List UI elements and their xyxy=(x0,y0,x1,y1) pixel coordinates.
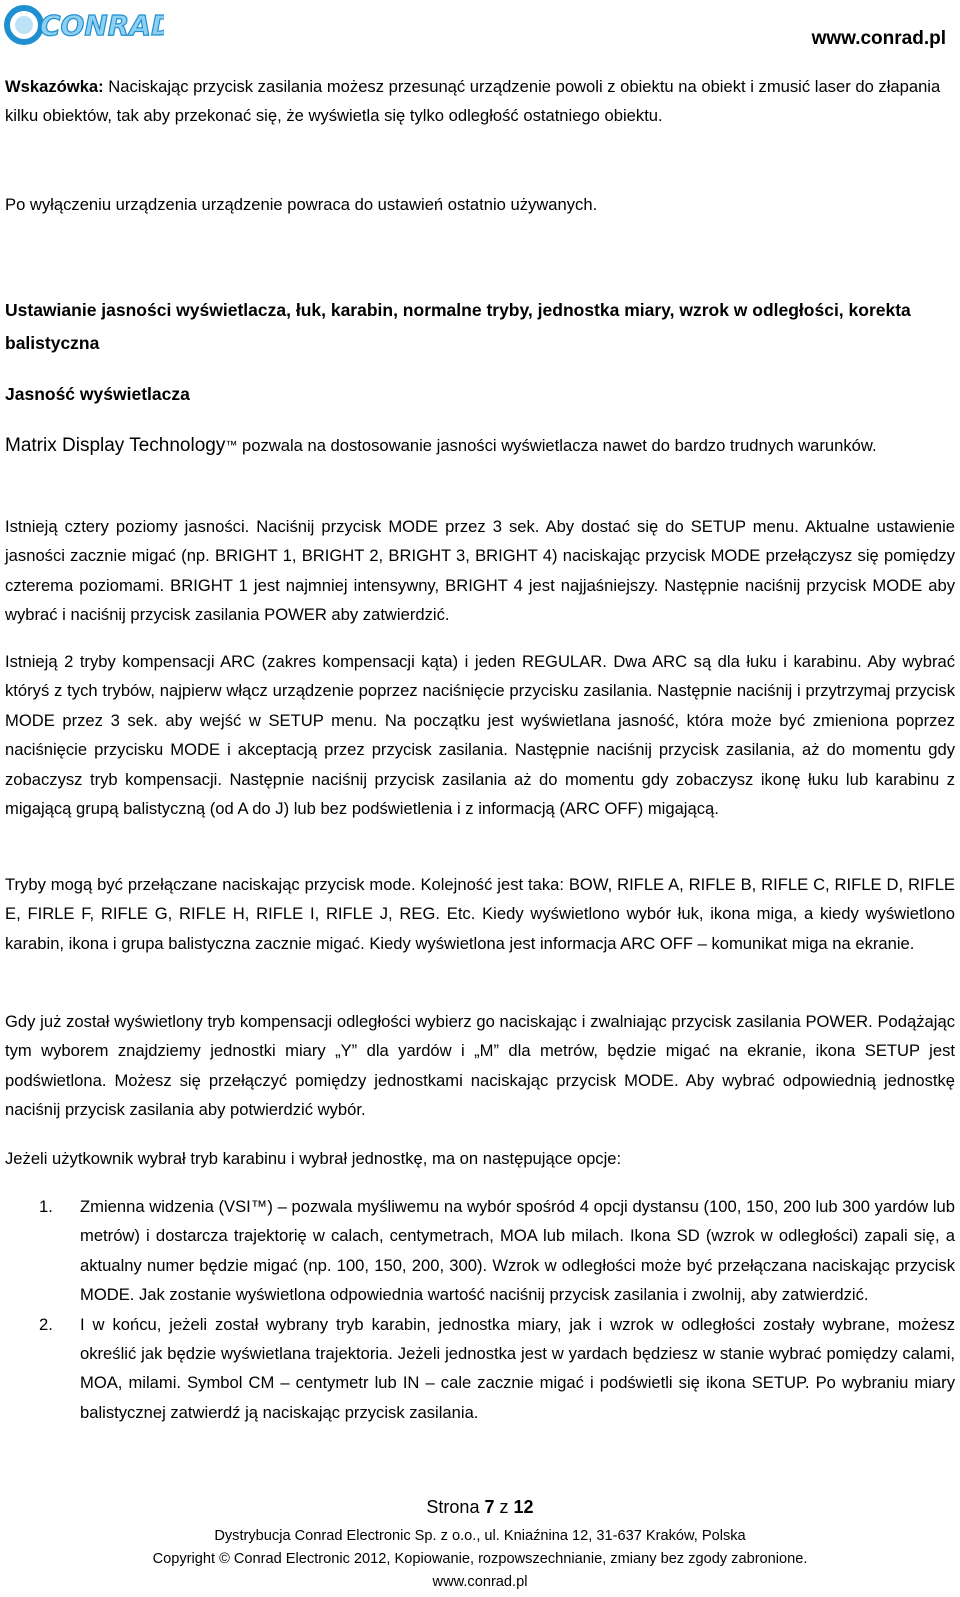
page-current: 7 xyxy=(484,1497,495,1517)
options-intro-paragraph xyxy=(5,1144,955,1173)
section-heading-block xyxy=(5,294,955,360)
footer-distribution: Dystrybucja Conrad Electronic Sp. z o.o., ul. Kniaźnina 12, 31-637 Kraków, Polska xyxy=(214,1528,746,1544)
list-item-number: 1. xyxy=(39,1197,53,1216)
options-intro-text: Jeżeli użytkownik wybrał tryb karabinu i wybrał jednostkę, ma on następujące opcje: xyxy=(5,1149,622,1168)
after-off-paragraph xyxy=(5,190,955,219)
footer-url[interactable]: www.conrad.pl xyxy=(432,1574,528,1590)
tip-text: Naciskając przycisk zasilania możesz przesunąć urządzenie powoli z obiektu na obiekt i zmusić laser do złapania kilku obiektów, tak aby przekonać się, że wyświetla się tylko odległość ostatniego obiektu. xyxy=(5,77,941,126)
list-item-number: 2. xyxy=(39,1314,53,1334)
list-item xyxy=(5,1310,955,1428)
subheading-brightness: Jasność wyświetlacza xyxy=(5,384,190,404)
page-separator: z xyxy=(499,1497,509,1517)
page-total: 12 xyxy=(513,1497,534,1517)
footer-copyright: Copyright © Conrad Electronic 2012, Kopiowanie, rozpowszechnianie, zmiany bez zgody zabronione. xyxy=(152,1551,808,1567)
subheading-block xyxy=(5,378,955,411)
modes-text: Tryby mogą być przełączane naciskając przycisk mode. Kolejność jest taka: BOW, RIFLE A, RIFLE B, RIFLE C, RIFLE D, RIFLE E, FIRLE F, RIFLE G, RIFLE H, RIFLE I, RIFLE J, REG. Etc. Kiedy wyświetlono wybór łuk, ikona miga, a kiedy wyświetlono karabin, ikona i grupa balistyczna zacznie migać. Kiedy wyświetlona jest informacja ARC OFF – komunikat miga na ekranie. xyxy=(5,875,955,953)
brightness-text: Istnieją cztery poziomy jasności. Naciśnij przycisk MODE przez 3 sek. Aby dostać się do SETUP menu. Aktualne ustawienie jasności zacznie migać (np. BRIGHT 1, BRIGHT 2, BRIGHT 3, BRIGHT 4) naciskając przycisk MODE przełączysz się pomiędzy czterema poziomami. BRIGHT 1 jest najmniej intensywny, BRIGHT 4 jest najjaśniejszy. Następnie naciśnij przycisk MODE aby wybrać i naciśnij przycisk zasilania POWER aby zatwierdzić. xyxy=(5,517,955,625)
tip-label: Wskazówka: xyxy=(5,77,104,96)
site-url[interactable]: www.conrad.pl xyxy=(811,28,946,49)
matrix-name: Matrix Display Technology xyxy=(5,435,226,456)
matrix-text: pozwala na dostosowanie jasności wyświetlacza nawet do bardzo trudnych warunków. xyxy=(241,436,877,455)
tip-paragraph xyxy=(5,72,955,131)
units-text: Gdy już został wyświetlony tryb kompensacji odległości wybierz go naciskając i zwalniając przycisk zasilania POWER. Podążając tym wyborem znajdziemy jednostki miary „Y” dla yardów i „M” dla metrów, będzie migać na ekranie, ikona SETUP jest podświetlona. Możesz się przełączyć pomiędzy jednostkami naciskając przycisk MODE. Aby wybrać odpowiednią jednostkę naciśnij przycisk zasilania aby potwierdzić wybór. xyxy=(5,1012,955,1120)
logo-text: CONRAD xyxy=(40,9,164,42)
trademark-symbol: ™ xyxy=(225,438,238,452)
list-item-text: Zmienna widzenia (VSI™) – pozwala myśliwemu na wybór spośród 4 opcji dystansu (100, 150, 200 lub 300 yardów lub metrów) i dostarcza trajektorię w calach, centymetrach, MOA lub milach. Ikona SD (wzrok w odległości) zapali się, a aktualny numer będzie migać (np. 100, 150, 200, 300). Wzrok w odległości może być przełączana naciskając przycisk MODE. Jak zostanie wyświetlona odpowiednia wartość naciśnij przycisk zasilania i zwolnij, aby zatwierdzić. xyxy=(80,1197,955,1305)
page-prefix: Strona xyxy=(426,1497,480,1517)
footer xyxy=(0,1525,960,1594)
modes-paragraph xyxy=(5,870,955,958)
arc-text: Istnieją 2 tryby kompensacji ARC (zakres kompensacji kąta) i jeden REGULAR. Dwa ARC są dla łuku i karabinu. Aby wybrać któryś z tych trybów, najpierw włącz urządzenie poprzez naciśnięcie przycisku zasilania. Następnie naciśnij i przytrzymaj przycisk MODE przez 3 sek. aby wejść w SETUP menu. Na początku jest wyświetlana jasność, która może być zmieniona poprzez naciśnięcie przycisku MODE i akceptacją przez przycisk zasilania. Następnie naciśnij przycisk zasilania, aż do momentu gdy zobaczysz tryb kompensacji. Następnie naciśnij przycisk zasilania aż do momentu gdy zobaczysz ikonę łuku lub karabinu z migającą grupą balistyczną (od A do J) lub bez podświetlenia i z informacją (ARC OFF) migającą. xyxy=(5,652,955,819)
after-off-text: Po wyłączeniu urządzenia urządzenie powraca do ustawień ostatnio używanych. xyxy=(5,195,598,214)
conrad-logo xyxy=(4,2,164,46)
matrix-paragraph xyxy=(5,431,955,460)
list-item-text: I w końcu, jeżeli został wybrany tryb karabin, jednostka miary, jak i wzrok w odległości zostały wybrane, możesz określić jak będzie wyświetlana trajektoria. Jeżeli jednostka jest w yardach będziesz w stanie wybrać pomiędzy calami, MOA, milami. Symbol CM – centymetr lub IN – cale zacznie migać i podświetli się ikona SETUP. Po wybraniu miary balistycznej zatwierdź ją naciskając przycisk zasilania. xyxy=(80,1314,955,1422)
page-number xyxy=(0,1497,960,1518)
list-item xyxy=(5,1192,955,1310)
section-heading: Ustawianie jasności wyświetlacza, łuk, karabin, normalne tryby, jednostka miary, wzrok w odległości, korekta balistyczna xyxy=(5,300,911,353)
units-paragraph xyxy=(5,1007,955,1125)
arc-paragraph xyxy=(5,647,955,823)
options-list xyxy=(5,1192,955,1427)
brightness-paragraph xyxy=(5,512,955,630)
